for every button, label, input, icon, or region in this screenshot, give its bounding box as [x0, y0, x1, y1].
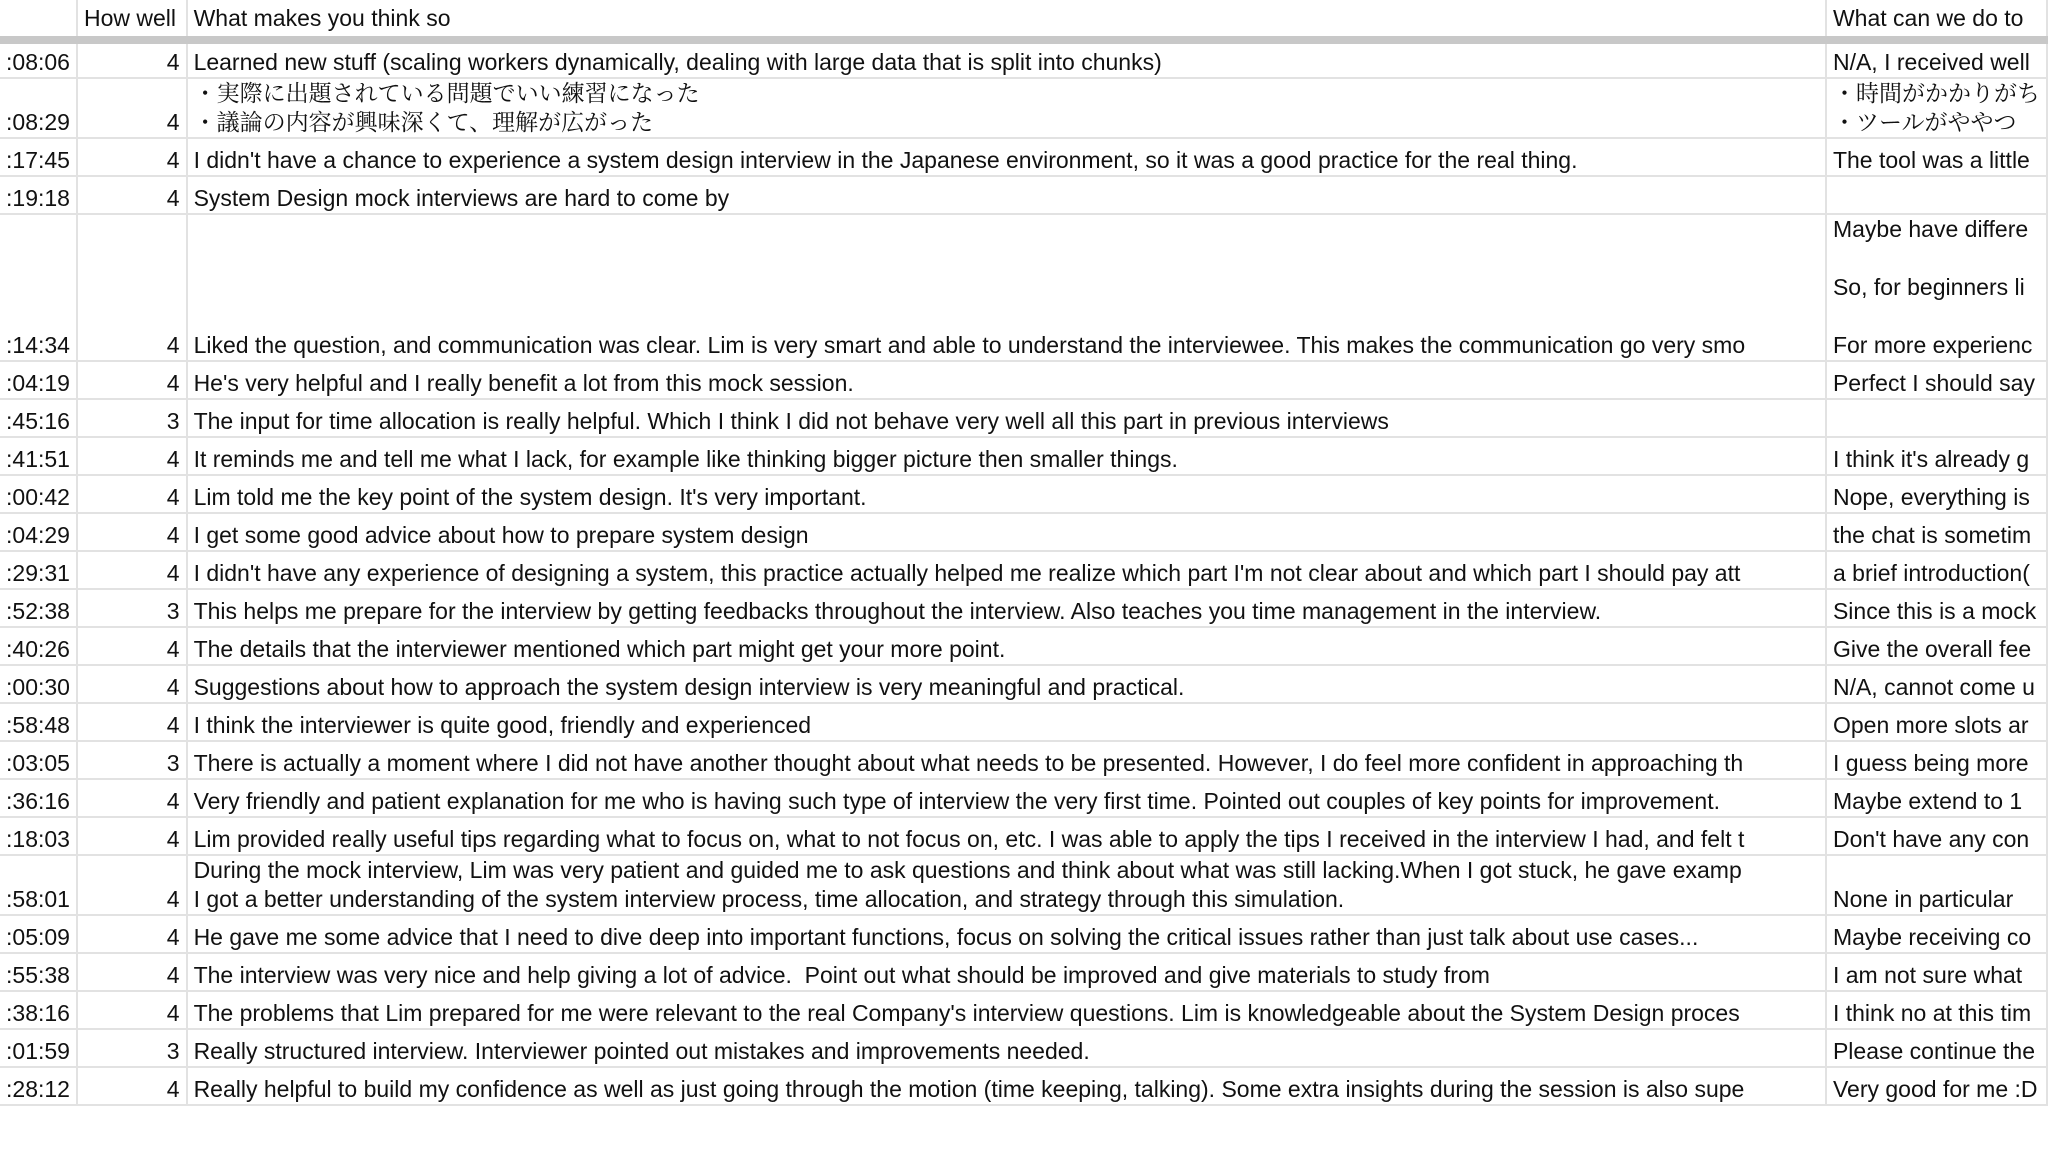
reason-cell[interactable]: It reminds me and tell me what I lack, for example like thinking bigger picture then smaller things.	[187, 437, 1826, 475]
header-score[interactable]: How well	[77, 0, 187, 40]
table-row	[0, 627, 2047, 665]
reason-cell[interactable]: Really helpful to build my confidence as well as just going through the motion (time keeping, talking). Some extra insights during the session is also supe	[187, 1067, 1826, 1105]
timestamp-cell[interactable]: :55:38	[0, 953, 77, 991]
reason-cell[interactable]: Lim provided really useful tips regarding what to focus on, what to not focus on, etc. I was able to apply the tips I received in the interview I had, and felt t	[187, 817, 1826, 855]
header-row	[0, 0, 2047, 40]
table-row	[0, 40, 2047, 78]
improve-cell[interactable]: the chat is sometim	[1826, 513, 2047, 551]
timestamp-cell[interactable]: :58:01	[0, 855, 77, 915]
reason-cell[interactable]: There is actually a moment where I did not have another thought about what needs to be presented. However, I do feel more confident in approaching th	[187, 741, 1826, 779]
improve-cell[interactable]: ・時間がかかりがち ・ツールがややつ	[1826, 78, 2047, 138]
improve-cell[interactable]: Open more slots ar	[1826, 703, 2047, 741]
reason-cell[interactable]: System Design mock interviews are hard to come by	[187, 176, 1826, 214]
improve-cell[interactable]: Maybe have differe So, for beginners li For more experienc	[1826, 214, 2047, 361]
reason-cell[interactable]: Liked the question, and communication was clear. Lim is very smart and able to understand the interviewee. This makes the communication go very smo	[187, 214, 1826, 361]
score-cell[interactable]: 4	[77, 817, 187, 855]
score-cell[interactable]: 4	[77, 779, 187, 817]
table-row	[0, 78, 2047, 138]
reason-cell[interactable]: The interview was very nice and help giving a lot of advice. Point out what should be improved and give materials to study from	[187, 953, 1826, 991]
table-row	[0, 437, 2047, 475]
improve-cell[interactable]: None in particular	[1826, 855, 2047, 915]
improve-cell[interactable]: The tool was a little	[1826, 138, 2047, 176]
timestamp-cell[interactable]: :52:38	[0, 589, 77, 627]
table-row	[0, 953, 2047, 991]
reason-cell[interactable]: He's very helpful and I really benefit a lot from this mock session.	[187, 361, 1826, 399]
table-row	[0, 703, 2047, 741]
table-row	[0, 1029, 2047, 1067]
header-improve[interactable]: What can we do to	[1826, 0, 2047, 40]
improve-cell[interactable]: Don't have any con	[1826, 817, 2047, 855]
timestamp-cell[interactable]: :14:34	[0, 214, 77, 361]
improve-cell[interactable]: I am not sure what	[1826, 953, 2047, 991]
score-cell[interactable]: 3	[77, 399, 187, 437]
score-cell[interactable]: 4	[77, 953, 187, 991]
score-cell[interactable]: 3	[77, 589, 187, 627]
header-timestamp[interactable]	[0, 0, 77, 40]
reason-cell[interactable]: I think the interviewer is quite good, friendly and experienced	[187, 703, 1826, 741]
table-row	[0, 991, 2047, 1029]
reason-cell[interactable]: During the mock interview, Lim was very patient and guided me to ask questions and think about what was still lacking.When I got stuck, he gave examp I got a better understanding of the system interview process, time allocation, and strategy through this simulation.	[187, 855, 1826, 915]
reason-cell[interactable]: He gave me some advice that I need to dive deep into important functions, focus on solving the critical issues rather than just talk about use cases...	[187, 915, 1826, 953]
timestamp-cell[interactable]: :17:45	[0, 138, 77, 176]
score-cell[interactable]: 4	[77, 437, 187, 475]
reason-cell[interactable]: The problems that Lim prepared for me were relevant to the real Company's interview questions. Lim is knowledgeable about the System Design proces	[187, 991, 1826, 1029]
table-row	[0, 475, 2047, 513]
timestamp-cell[interactable]: :18:03	[0, 817, 77, 855]
improve-cell[interactable]: a brief introduction(	[1826, 551, 2047, 589]
score-cell[interactable]: 4	[77, 703, 187, 741]
reason-cell[interactable]: I get some good advice about how to prepare system design	[187, 513, 1826, 551]
improve-cell[interactable]: I guess being more	[1826, 741, 2047, 779]
table-row	[0, 589, 2047, 627]
table-row	[0, 915, 2047, 953]
improve-cell[interactable]: Very good for me :D	[1826, 1067, 2047, 1105]
timestamp-cell[interactable]: :28:12	[0, 1067, 77, 1105]
score-cell[interactable]: 4	[77, 855, 187, 915]
table-row	[0, 741, 2047, 779]
reason-cell[interactable]: The input for time allocation is really helpful. Which I think I did not behave very well all this part in previous interviews	[187, 399, 1826, 437]
score-cell[interactable]: 4	[77, 78, 187, 138]
table-row	[0, 176, 2047, 214]
timestamp-cell[interactable]: :00:42	[0, 475, 77, 513]
header-reason[interactable]: What makes you think so	[187, 0, 1826, 40]
reason-cell[interactable]: Very friendly and patient explanation for me who is having such type of interview the very first time. Pointed out couples of key points for improvement.	[187, 779, 1826, 817]
score-cell[interactable]: 3	[77, 1029, 187, 1067]
score-cell[interactable]: 4	[77, 475, 187, 513]
timestamp-cell[interactable]: :04:19	[0, 361, 77, 399]
score-cell[interactable]: 4	[77, 138, 187, 176]
table-row	[0, 138, 2047, 176]
table-row	[0, 361, 2047, 399]
improve-cell[interactable]: Since this is a mock	[1826, 589, 2047, 627]
improve-cell[interactable]	[1826, 399, 2047, 437]
timestamp-cell[interactable]: :04:29	[0, 513, 77, 551]
timestamp-cell[interactable]: :05:09	[0, 915, 77, 953]
score-cell[interactable]: 4	[77, 665, 187, 703]
timestamp-cell[interactable]: :40:26	[0, 627, 77, 665]
improve-cell[interactable]: Nope, everything is	[1826, 475, 2047, 513]
reason-cell[interactable]: This helps me prepare for the interview by getting feedbacks throughout the interview. Also teaches you time management in the interview.	[187, 589, 1826, 627]
score-cell[interactable]: 4	[77, 361, 187, 399]
table-row	[0, 551, 2047, 589]
timestamp-cell[interactable]: :19:18	[0, 176, 77, 214]
improve-cell[interactable]	[1826, 176, 2047, 214]
table-row	[0, 399, 2047, 437]
timestamp-cell[interactable]: :03:05	[0, 741, 77, 779]
timestamp-cell[interactable]: :29:31	[0, 551, 77, 589]
timestamp-cell[interactable]: :08:06	[0, 40, 77, 78]
reason-cell[interactable]: I didn't have any experience of designing a system, this practice actually helped me realize which part I'm not clear about and which part I should pay att	[187, 551, 1826, 589]
table-row	[0, 513, 2047, 551]
improve-cell[interactable]: Maybe receiving co	[1826, 915, 2047, 953]
table-row	[0, 855, 2047, 915]
improve-cell[interactable]: N/A, I received well	[1826, 40, 2047, 78]
improve-cell[interactable]: I think it's already g	[1826, 437, 2047, 475]
timestamp-cell[interactable]: :41:51	[0, 437, 77, 475]
reason-cell[interactable]: Really structured interview. Interviewer pointed out mistakes and improvements needed.	[187, 1029, 1826, 1067]
improve-cell[interactable]: Give the overall fee	[1826, 627, 2047, 665]
score-cell[interactable]: 4	[77, 915, 187, 953]
score-cell[interactable]: 4	[77, 513, 187, 551]
reason-cell[interactable]: Learned new stuff (scaling workers dynamically, dealing with large data that is split into chunks)	[187, 40, 1826, 78]
improve-cell[interactable]: Please continue the	[1826, 1029, 2047, 1067]
timestamp-cell[interactable]: :08:29	[0, 78, 77, 138]
score-cell[interactable]: 4	[77, 551, 187, 589]
table-row	[0, 214, 2047, 361]
score-cell[interactable]: 4	[77, 991, 187, 1029]
improve-cell[interactable]: I think no at this tim	[1826, 991, 2047, 1029]
timestamp-cell[interactable]: :00:30	[0, 665, 77, 703]
reason-cell[interactable]: ・実際に出題されている問題でいい練習になった ・議論の内容が興味深くて、理解が広がった	[187, 78, 1826, 138]
improve-cell[interactable]: N/A, cannot come u	[1826, 665, 2047, 703]
reason-cell[interactable]: Lim told me the key point of the system design. It's very important.	[187, 475, 1826, 513]
improve-cell[interactable]: Maybe extend to 1	[1826, 779, 2047, 817]
timestamp-cell[interactable]: :01:59	[0, 1029, 77, 1067]
reason-cell[interactable]: Suggestions about how to approach the system design interview is very meaningful and practical.	[187, 665, 1826, 703]
score-cell[interactable]: 4	[77, 627, 187, 665]
score-cell[interactable]: 3	[77, 741, 187, 779]
table-row	[0, 1067, 2047, 1105]
timestamp-cell[interactable]: :38:16	[0, 991, 77, 1029]
improve-cell[interactable]: Perfect I should say	[1826, 361, 2047, 399]
score-cell[interactable]: 4	[77, 214, 187, 361]
score-cell[interactable]: 4	[77, 40, 187, 78]
score-cell[interactable]: 4	[77, 1067, 187, 1105]
timestamp-cell[interactable]: :45:16	[0, 399, 77, 437]
timestamp-cell[interactable]: :58:48	[0, 703, 77, 741]
table-row	[0, 779, 2047, 817]
table-row	[0, 817, 2047, 855]
timestamp-cell[interactable]: :36:16	[0, 779, 77, 817]
table-row	[0, 665, 2047, 703]
reason-cell[interactable]: I didn't have a chance to experience a system design interview in the Japanese environment, so it was a good practice for the real thing.	[187, 138, 1826, 176]
reason-cell[interactable]: The details that the interviewer mentioned which part might get your more point.	[187, 627, 1826, 665]
score-cell[interactable]: 4	[77, 176, 187, 214]
